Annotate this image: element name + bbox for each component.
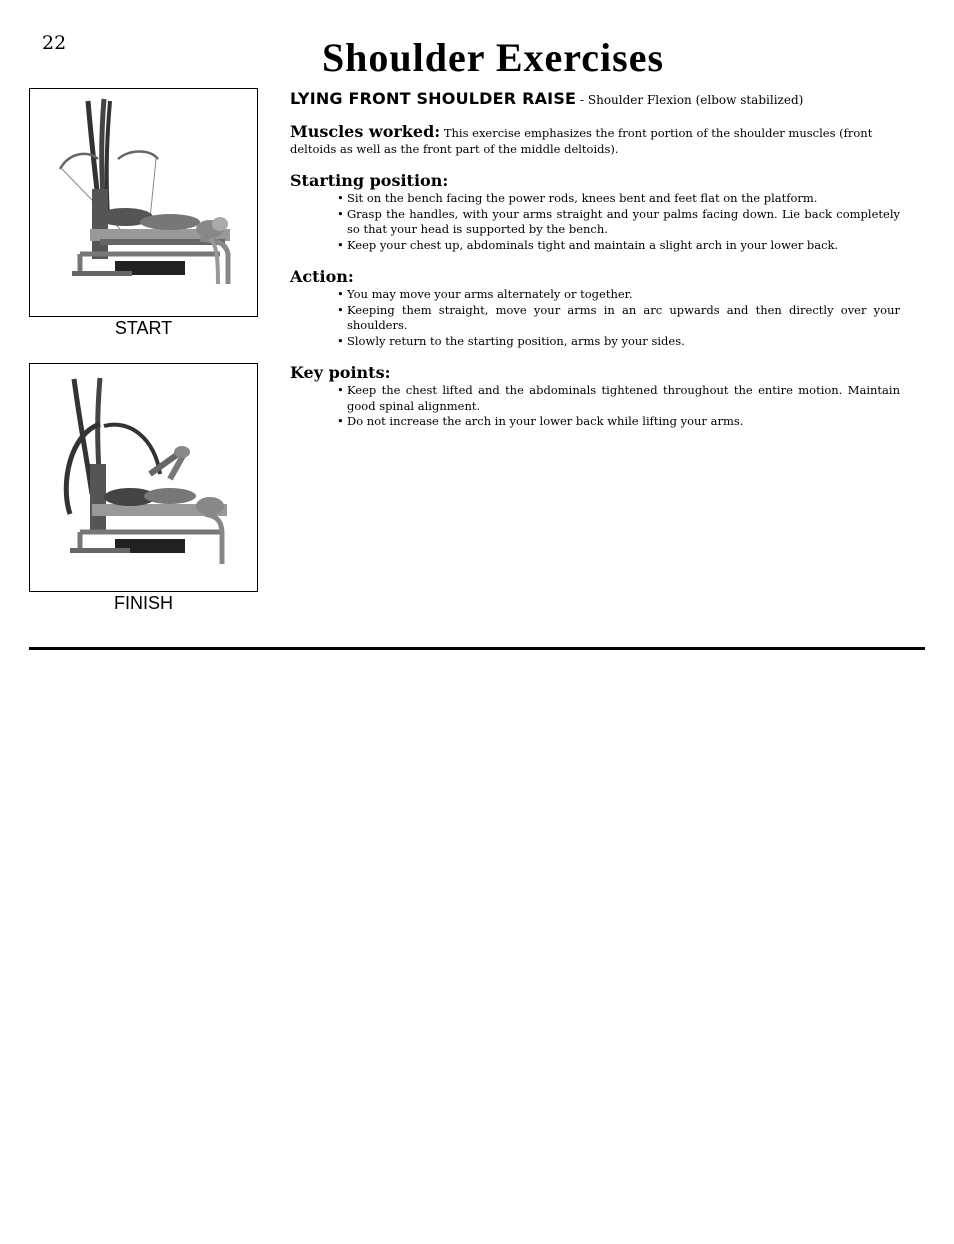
starting-position-label: Starting position: [290,171,449,190]
list-item: • Slowly return to the starting position, arms by your sides. [337,333,685,348]
exercise-description [290,89,900,444]
bullet-icon: • [337,206,344,221]
bowflex-finish-illustration [30,364,258,592]
list-item: • Do not increase the arch in your lower back while lifting your arms. [337,414,744,428]
starting-position-list [290,191,900,253]
horizontal-divider [29,647,925,650]
exercise-name: LYING FRONT SHOULDER RAISE [290,89,577,108]
list-item: • Keep the chest lifted and the abdominals tightened throughout the entire motion. Maintain good spinal alignment. [337,383,900,413]
bowflex-start-illustration [30,89,258,317]
bullet-icon: • [337,191,344,205]
page-title: Shoulder Exercises [321,35,665,80]
list-item: • Keeping them straight, move your arms in an arc upwards and then directly over your shoulders. [337,302,900,332]
muscles-label: Muscles worked: [290,122,441,141]
bullet-icon: • [337,287,344,301]
start-caption: START [114,318,173,338]
bullet-icon: • [337,237,344,252]
action-label: Action: [290,267,354,286]
list-item: • Keep your chest up, abdominals tight and maintain a slight arch in your lower back. [337,237,839,252]
page-number: 22 [42,32,67,54]
key-points-list [290,383,900,430]
list-item: • Grasp the handles, with your arms straight and your palms facing down. Lie back completely so that your head is supported by the bench. [337,206,900,236]
muscles-worked [290,124,900,157]
list-item: • Sit on the bench facing the power rods, knees bent and feet flat on the platform. [337,191,818,205]
finish-caption: FINISH [113,593,173,613]
key-points-label: Key points: [290,363,391,382]
list-item: • You may move your arms alternately or together. [337,287,633,301]
exercise-heading [290,89,900,110]
muscles-text: This exercise emphasizes the front portion of the shoulder muscles (front deltoids as well as the front part of the middle deltoids). [290,126,873,156]
start-photo [29,88,258,317]
exercise-subtitle: - Shoulder Flexion (elbow stabilized) [576,93,804,107]
bullet-icon: • [337,414,344,428]
bullet-icon: • [337,383,344,397]
finish-photo [29,363,258,592]
action-list [290,287,900,349]
bullet-icon: • [337,333,344,348]
bullet-icon: • [337,302,344,317]
